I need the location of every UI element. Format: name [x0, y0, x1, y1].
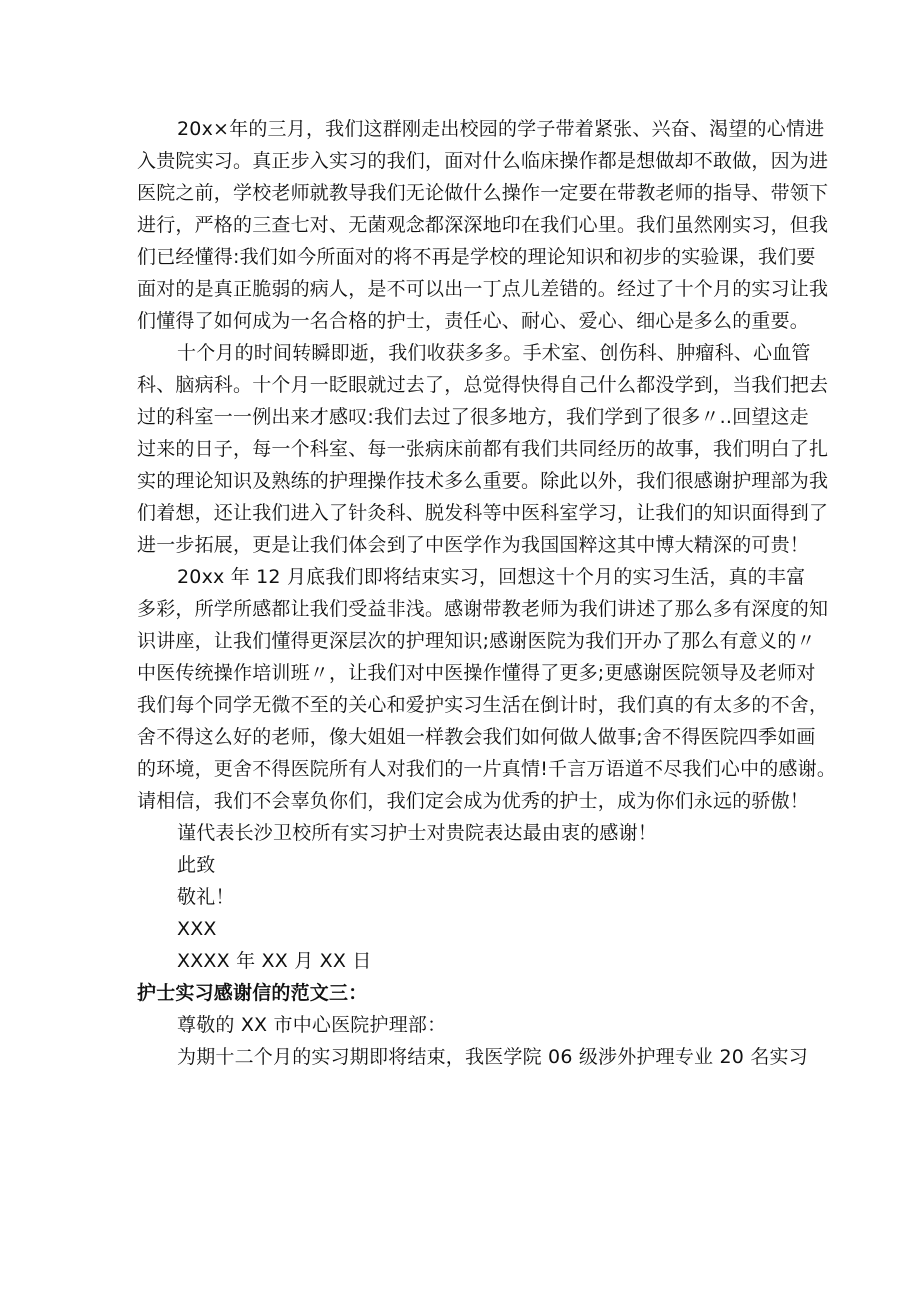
- salutation: 尊敬的 XX 市中心医院护理部：: [177, 1014, 447, 1036]
- paragraph-2-line-4: 过来的日子，每一个科室、每一张病床前都有我们共同经历的故事，我们明白了扎: [137, 438, 829, 460]
- paragraph-1-line-2: 入贵院实习。真正步入实习的我们，面对什么临床操作都是想做却不敢做，因为进: [137, 150, 829, 172]
- paragraph-1-line-3: 医院之前，学校老师就教导我们无论做什么操作一定要在带教老师的指导、带领下: [137, 182, 829, 204]
- paragraph-3-line-7: 的环境，更舍不得医院所有人对我们的一片真情!千言万语道不尽我们心中的感谢。: [137, 758, 837, 780]
- paragraph-1-line-1: 20x×年的三月，我们这群刚走出校园的学子带着紧张、兴奋、渴望的心情进: [177, 118, 825, 140]
- section-heading: 护士实习感谢信的范文三：: [137, 982, 368, 1004]
- paragraph-2-line-7: 进一步拓展，更是让我们体会到了中医学作为我国国粹这其中博大精深的可贵！: [137, 534, 810, 556]
- closing-signature: XXX: [177, 918, 217, 940]
- closing-date: XXXX 年 XX 月 XX 日: [177, 950, 372, 972]
- next-paragraph-line-1: 为期十二个月的实习期即将结束，我医学院 06 级涉外护理专业 20 名实习: [177, 1046, 808, 1068]
- paragraph-3-line-8: 请相信，我们不会辜负你们，我们定会成为优秀的护士，成为你们永远的骄傲！: [137, 790, 810, 812]
- paragraph-3-line-1: 20xx 年 12 月底我们即将结束实习，回想这十个月的实习生活，真的丰富: [177, 566, 806, 588]
- paragraph-1-line-7: 们懂得了如何成为一名合格的护士，责任心、耐心、爱心、细心是多么的重要。: [137, 310, 810, 332]
- closing-ci-zhi: 此致: [177, 854, 216, 876]
- paragraph-2-line-6: 们着想，还让我们进入了针灸科、脱发科等中医科室学习，让我们的知识面得到了: [137, 502, 829, 524]
- paragraph-3-line-2: 多彩，所学所感都让我们受益非浅。感谢带教老师为我们讲述了那么多有深度的知: [137, 598, 829, 620]
- closing-thanks: 谨代表长沙卫校所有实习护士对贵院表达最由衷的感谢！: [177, 822, 658, 844]
- paragraph-3-line-6: 舍不得这么好的老师，像大姐姐一样教会我们如何做人做事;舍不得医院四季如画: [137, 726, 816, 748]
- paragraph-1-line-6: 面对的是真正脆弱的病人，是不可以出一丁点儿差错的。经过了十个月的实习让我: [137, 278, 829, 300]
- paragraph-2-line-1: 十个月的时间转瞬即逝，我们收获多多。手术室、创伤科、肿瘤科、心血管: [177, 342, 811, 364]
- paragraph-3-line-5: 我们每个同学无微不至的关心和爱护实习生活在倒计时，我们真的有太多的不舍，: [137, 694, 829, 716]
- paragraph-2-line-2: 科、脑病科。十个月一眨眼就过去了，总觉得快得自己什么都没学到，当我们把去: [137, 374, 829, 396]
- paragraph-3-line-4: 中医传统操作培训班〃，让我们对中医操作懂得了更多;更感谢医院领导及老师对: [137, 662, 816, 684]
- paragraph-2-line-5: 实的理论知识及熟练的护理操作技术多么重要。除此以外，我们很感谢护理部为我: [137, 470, 829, 492]
- closing-jing-li: 敬礼！: [177, 886, 235, 908]
- paragraph-1-line-4: 进行，严格的三查七对、无菌观念都深深地印在我们心里。我们虽然刚实习，但我: [137, 214, 829, 236]
- paragraph-3-line-3: 识讲座，让我们懂得更深层次的护理知识;感谢医院为我们开办了那么有意义的〃: [137, 630, 816, 652]
- paragraph-2-line-3: 过的科室一一例出来才感叹:我们去过了很多地方，我们学到了很多〃..回望这走: [137, 406, 809, 428]
- paragraph-1-line-5: 们已经懂得:我们如今所面对的将不再是学校的理论知识和初步的实验课，我们要: [137, 246, 816, 268]
